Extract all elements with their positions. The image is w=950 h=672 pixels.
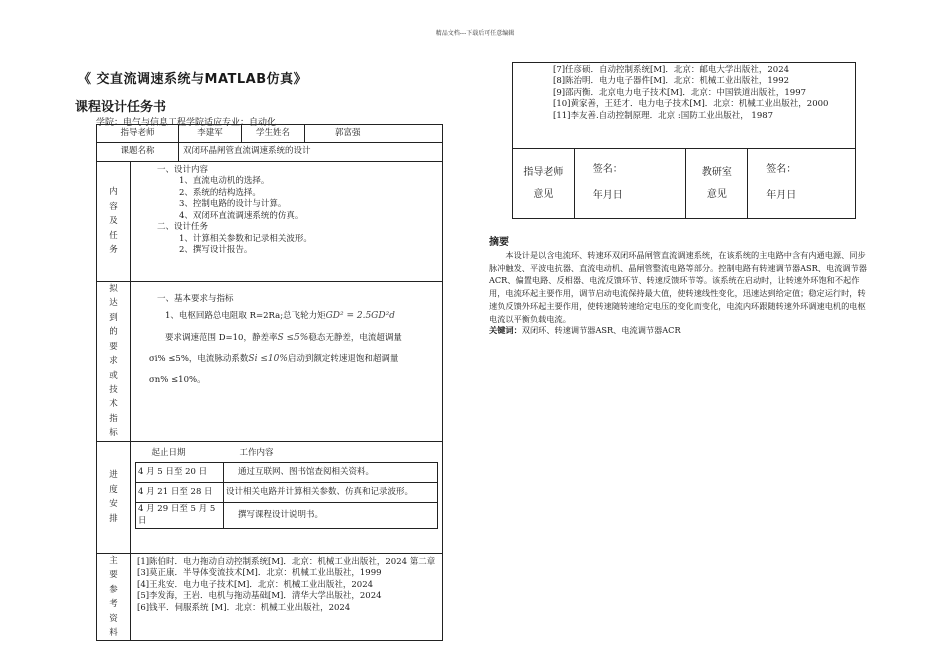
reference-item: [7]任彦硕．自动控制系统[M]．北京：邮电大学出版社，2024	[553, 65, 790, 75]
requirements-line: 1、电枢回路总电阻取 R=2Ra;总飞轮力矩GD² = 2.5GD²d	[165, 311, 395, 322]
content-line: 4、双闭环直流调速系统的仿真。	[179, 210, 304, 221]
reference-item: [4]王兆安．电力电子技术[M]．北京：机械工业出版社，2024	[137, 579, 374, 590]
teacher-label: 指导老师	[97, 125, 179, 143]
requirements-heading: 一、基本要求与指标	[157, 293, 234, 304]
schedule-table	[135, 445, 438, 530]
schedule-label: 进 度 安 排	[97, 441, 131, 553]
schedule-date: 4 月 5 日至 20 日	[136, 463, 224, 483]
office-date: 年月日	[766, 190, 797, 201]
formula-gd: GD² = 2.5GD²d	[325, 311, 395, 322]
formula-s: S ≤5%	[277, 332, 309, 343]
content-line: 二、设计任务	[157, 222, 209, 233]
content-line: 3、控制电路的设计与计算。	[179, 199, 287, 210]
keywords-value: 双闭环、转速调节器ASR、电流调节器ACR	[521, 325, 681, 335]
content-line: 1、计算相关参数和记录相关波形。	[179, 233, 312, 244]
references-continued-cell	[513, 63, 856, 149]
page-header-note: 精品文档---下载后可任意编辑	[435, 30, 515, 37]
references-label: 主 要 参 考 资 料	[97, 553, 131, 641]
reference-item: [6]钱平．伺服系统 [M]．北京：机械工业出版社，2024	[137, 602, 351, 613]
office-sign: 签名：	[766, 164, 797, 175]
schedule-date: 4 月 21 日至 28 日	[136, 483, 224, 503]
schedule-cell	[131, 441, 443, 553]
document-title: 《 交直流调速系统与MATLAB仿真》	[78, 72, 308, 87]
formula-si: Si ≤10%	[248, 354, 288, 365]
content-line: 2、系统的结构选择。	[179, 187, 261, 198]
abstract-title: 摘要	[489, 237, 509, 248]
content-label: 内 容 及 任 务	[97, 161, 131, 281]
document-subtitle: 课程设计任务书	[75, 100, 167, 115]
college-line: 学院：电气与信息工程学院适应专业：自动化	[96, 118, 277, 128]
schedule-work: 撰写课程设计说明书。	[224, 503, 438, 529]
references-continued-table	[512, 62, 856, 219]
student-label: 学生姓名	[242, 125, 305, 143]
schedule-date: 4 月 29 日至 5 月 5 日	[136, 503, 224, 529]
content-cell	[131, 161, 443, 281]
teacher-opinion-cell	[574, 149, 686, 219]
keywords-line	[489, 325, 681, 336]
reference-item: [1]陈伯时．电力拖动自动控制系统[M]．北京：机械工业出版社，2024 第二章	[137, 556, 436, 567]
teacher-name: 李建军	[179, 125, 242, 143]
office-opinion-cell	[748, 149, 856, 219]
schedule-header-date: 起止日期	[151, 447, 186, 458]
reference-item: [11]李友善.自动控制原理．北京 :国防工业出版社， 1987	[553, 110, 774, 121]
reference-item: [5]李发海，王岩．电机与拖动基础[M]．清华大学出版社，2024	[137, 591, 382, 602]
requirements-label: 拟 达 到 的 要 求 或 技 术 指 标	[97, 281, 131, 441]
references-cell	[131, 553, 443, 641]
reference-item: [3]莫正康．半导体变流技术[M]．北京：机械工业出版社，1999	[137, 568, 382, 579]
reference-item: [8]陈治明．电力电子器件[M]．北京：机械工业出版社，1992	[553, 76, 790, 87]
abstract-body: 本设计是以含电流环、转速环双闭环晶闸管直流调速系统，在该系统的主电路中含有内通电源、同步脉冲触发、平波电抗器、直流电动机、晶闸管整流电路等部分。控制电路有转速调节器ASR、电流调节器ACR、偏置电路、反相器、电流反馈环节、转速反馈环节等。该系统在启动时，让转速外环饱和不起作用，电流环起主要作用，调节启动电流保持最大值，使转速线性变化，迅速达到给定值；稳定运行时，转速负反馈外环起主要作用，使转速随转速给定电压的变化而变化，电流内环跟随转速外环调速电机的电枢电流以平衡负载电流。	[489, 250, 867, 324]
requirements-cell	[131, 281, 443, 441]
keywords-label: 关键词：	[489, 325, 522, 335]
topic-label: 课题名称	[97, 143, 179, 161]
requirements-line: 要求调速范围 D=10，静差率S ≤5%稳态无静差，电流超调量	[165, 332, 402, 343]
schedule-work: 设计相关电路并计算相关参数、仿真和记录波形。	[224, 483, 438, 503]
reference-item: [9]邵丙衡．北京电力电子技术[M]．北京：中国铁道出版社，1997	[553, 87, 807, 98]
student-name: 郭富强	[305, 125, 443, 143]
content-line: 1、直流电动机的选择。	[179, 176, 270, 187]
reference-item: [10]黄家善，王廷才．电力电子技术[M]．北京：机械工业出版社，2000	[553, 99, 829, 110]
requirements-line: σn% ≤10%。	[149, 374, 206, 385]
schedule-header-work: 工作内容	[239, 447, 274, 458]
content-line: 2、撰写设计报告。	[179, 245, 253, 256]
office-opinion-label: 教研室 意见	[686, 149, 748, 219]
content-line: 一、设计内容	[157, 164, 209, 175]
task-table	[96, 124, 443, 641]
teacher-date: 年月日	[592, 190, 623, 201]
teacher-sign: 签名：	[592, 164, 623, 175]
teacher-opinion-label: 指导老师 意见	[513, 149, 575, 219]
requirements-line: σi% ≤5%，电流脉动系数Si ≤10%启动到额定转速退饱和超调量	[149, 354, 399, 365]
schedule-work: 通过互联网、图书馆查阅相关资料。	[224, 463, 438, 483]
topic-value: 双闭环晶闸管直流调速系统的设计	[179, 143, 443, 161]
